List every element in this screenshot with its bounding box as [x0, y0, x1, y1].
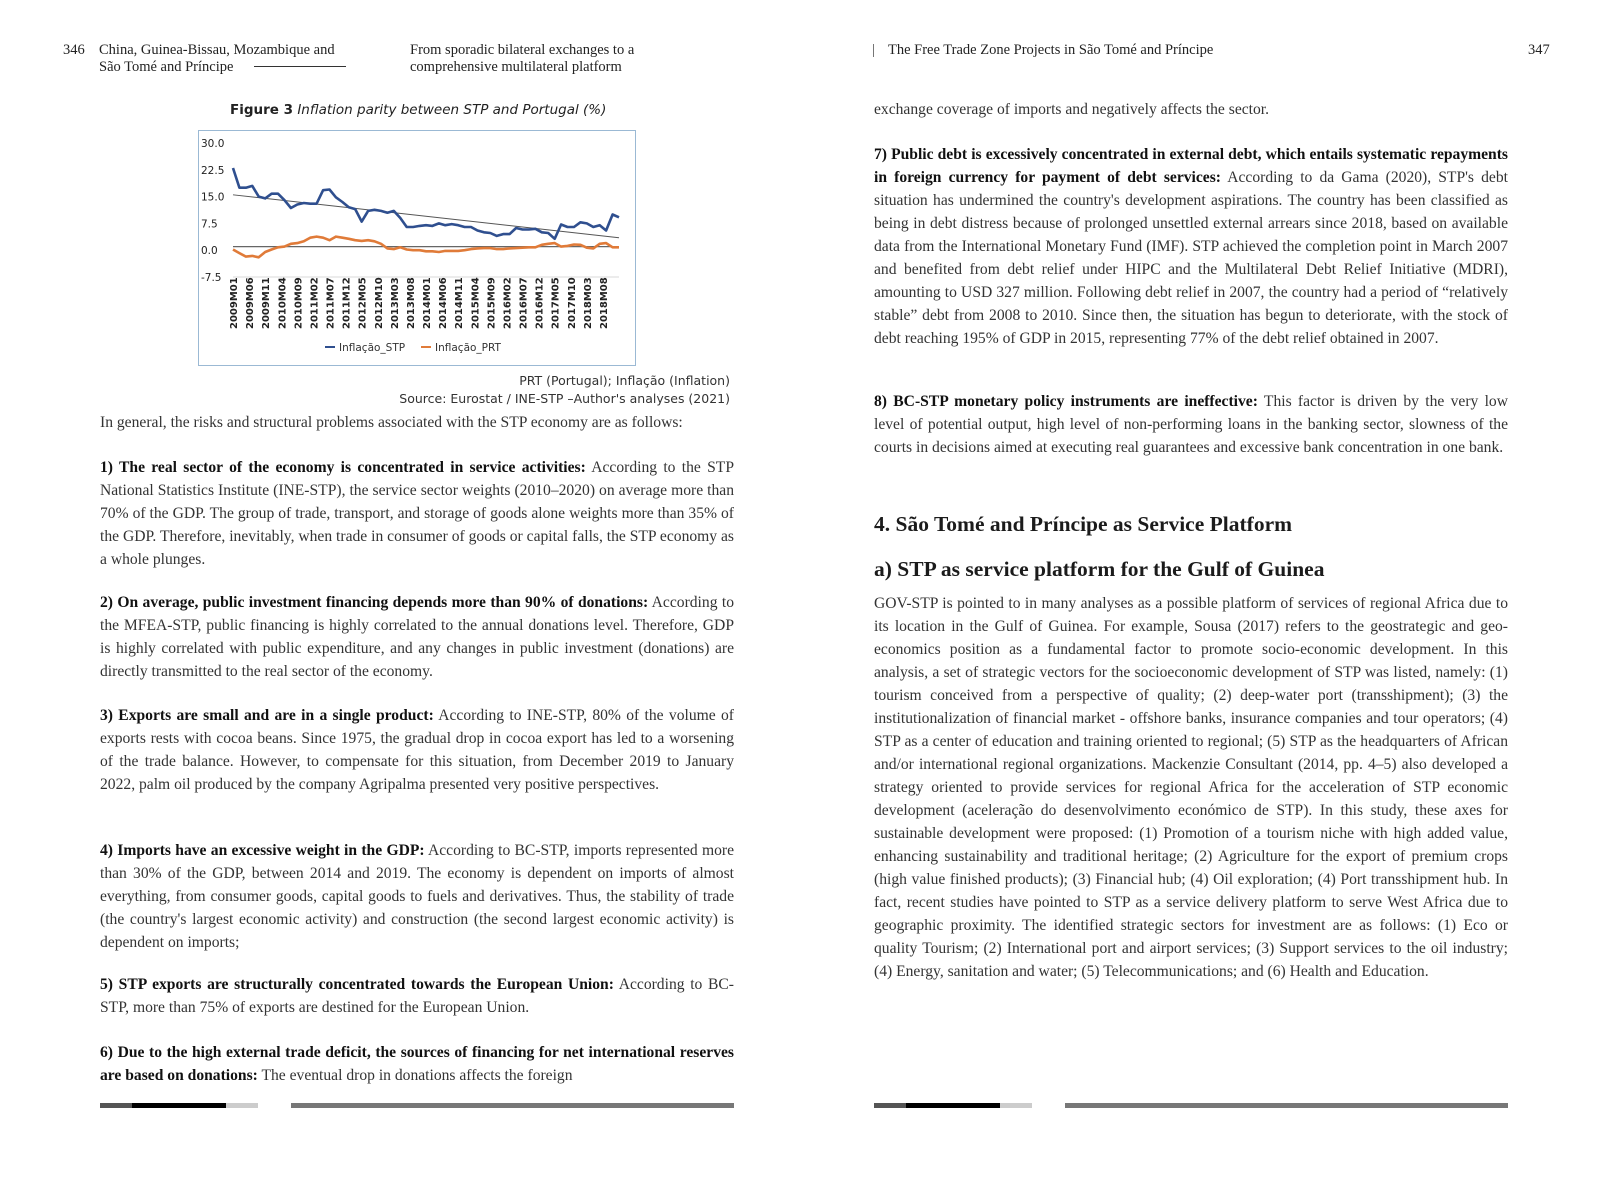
footer-bar-segment	[100, 1103, 132, 1108]
x-tick-label: 2014M11	[454, 277, 466, 329]
item-lead: 5) STP exports are structurally concentrated towards the European Union:	[100, 976, 614, 993]
y-tick-label: 15.0	[201, 191, 225, 204]
stp-trend-line	[233, 195, 619, 238]
y-tick-label: 7.5	[201, 218, 218, 231]
page-number-left: 346	[63, 42, 85, 58]
x-tick-label: 2013M08	[405, 277, 417, 329]
footer-bar-long	[1065, 1103, 1508, 1108]
intro-text: In general, the risks and structural problems associated with the STP economy are as follows:	[100, 414, 683, 431]
item-lead: 8) BC-STP monetary policy instruments are ineffective:	[874, 393, 1258, 410]
x-tick-label: 2011M12	[341, 277, 353, 329]
chart-svg	[199, 131, 635, 365]
y-tick-label: 22.5	[201, 164, 225, 177]
x-tick-label: 2010M09	[293, 277, 305, 329]
item-2	[100, 591, 734, 683]
x-tick-label: 2018M08	[598, 277, 610, 329]
body-text: GOV-STP is pointed to in many analyses as a possible platform of services of regional Africa due to its location in the Gulf of Guinea. For example, Sousa (2017) refers to the geostrategic and geo-economics position as a fundamental factor to promote socio-economic development. In this analysis, a set of strategic vectors for the socioeconomic development of STP was listed, namely: (1) tourism conceived from a perspective of quality; (2) deep-water port (transshipment); (3) the institutionalization of financial market - offshore banks, insurance companies and tour operators; (4) STP as a center of education and training oriented to regional; (5) STP as the headquarters of African and/or international regional organizations. Mackenzie Consultant (2014, pp. 4–5) also developed a strategy oriented to provide services for regional Africa for the acceleration of STP economic development (aceleração do desenvolvimento económico de STP). In this study, these axes for sustainable development were proposed: (1) Promotion of a tourism niche with high added value, enhancing sustainability and traditional heritage; (2) Agriculture for the export of premium crops (high value finished products); (3) Financial hub; (4) Oil exploration; (4) Port transshipment hub. In fact, recent studies have pointed to STP as a service delivery platform to serve West Africa due to geographic proximity. The identified strategic sectors for investment are as follows: (1) Eco or quality Tourism; (2) International port and airport services; (3) Support services to the oil industry; (4) Energy, sanitation and water; (5) Telecommunications; and (6) Health and Education.	[874, 595, 1508, 980]
running-title-left: China, Guinea-Bissau, Mozambique and São Tomé and Príncipe	[99, 42, 335, 75]
item-lead: 2) On average, public investment financing depends more than 90% of donations:	[100, 594, 649, 611]
footer-bar-long	[291, 1103, 734, 1108]
item-text: According to da Gama (2020), STP's debt situation has undermined the country's development aspirations. The country has been classified as being in debt distress because of prolonged unsettled external arrears since 2018, based on available data from the International Monetary Fund (IMF). STP achieved the completion point in March 2007 and benefited from debt relief under HIPC and the Multilateral Debt Relief Initiative (MDRI), amounting to USD 327 million. Following debt relief in 2007, the country had a period of “relatively stable” debt from 2008 to 2010. Since then, the situation has begun to deteriorate, with the stock of debt reaching 195% of GDP in 2015, representing 77% of the debt relief obtained in 2007.	[874, 169, 1508, 347]
running-head-divider: |	[872, 42, 875, 58]
x-tick-label: 2009M01	[229, 277, 240, 329]
x-tick-label: 2015M09	[486, 277, 498, 329]
item-3	[100, 704, 734, 796]
footer-bar-segment	[226, 1103, 258, 1108]
footer-bar-segment	[1000, 1103, 1032, 1108]
series-line-stp	[233, 168, 619, 239]
item-1	[100, 456, 734, 571]
x-tick-label: 2010M04	[277, 277, 289, 329]
item-6	[100, 1041, 734, 1087]
item-lead: 4) Imports have an excessive weight in the GDP:	[100, 842, 425, 859]
item-text: According to BC-STP, more than 75% of exports are destined for the European Union.	[100, 976, 734, 1016]
item-text: The eventual drop in donations affects the foreign	[257, 1067, 573, 1084]
running-title-right: The Free Trade Zone Projects in São Tomé and Príncipe	[888, 42, 1214, 58]
x-tick-label: 2018M03	[582, 277, 594, 329]
running-head-rule	[254, 66, 346, 67]
footer-bar-segment	[906, 1103, 1000, 1108]
x-tick-label: 2014M06	[438, 277, 450, 329]
figure-caption: Inflation parity between STP and Portugal (%)	[297, 102, 607, 118]
x-tick-label: 2016M12	[534, 277, 546, 329]
left-page	[0, 0, 790, 1200]
item-text: According to the STP National Statistics Institute (INE-STP), the service sector weights (2010–2020) on average more than 70% of the GDP. The group of trade, transport, and storage of goods alone weights more than 35% of the GDP. Therefore, inevitably, when trade in consumer of goods or capital falls, the STP economy as a whole plunges.	[100, 459, 734, 568]
section-heading: 4. São Tomé and Príncipe as Service Platform	[874, 512, 1293, 536]
item-8	[874, 390, 1508, 459]
intro-paragraph	[100, 411, 734, 434]
item-text: This factor is driven by the very low level of potential output, high level of non-performing loans in the banking sector, slowness of the courts in decisions aimed at executing real guarantees and excessive bank concentration in one bank.	[874, 393, 1508, 456]
x-tick-label: 2011M02	[309, 277, 321, 329]
y-tick-label: -7.5	[201, 272, 222, 284]
item-4	[100, 839, 734, 954]
continuation-text: exchange coverage of imports and negatively affects the sector.	[874, 101, 1270, 118]
x-tick-label: 2015M04	[470, 277, 482, 329]
item-text: According to BC-STP, imports represented more than 30% of the GDP, between 2014 and 2019. The economy is dependent on imports of almost everything, from consumer goods, capital goods to fuels and derivatives. Thus, the stability of trade (the country's largest economic activity) and construction (the second largest economic activity) is dependent on imports;	[100, 842, 735, 951]
item-lead: 1) The real sector of the economy is concentrated in service activities:	[100, 459, 586, 476]
footer-bar-segment	[874, 1103, 906, 1108]
y-tick-label: 30.0	[201, 138, 225, 150]
x-tick-label: 2012M05	[357, 277, 369, 329]
page-number-right: 347	[1528, 42, 1550, 58]
y-tick-label: 0.0	[201, 245, 218, 258]
x-tick-label: 2013M03	[389, 277, 401, 329]
item-text: According to INE-STP, 80% of the volume of exports rests with cocoa beans. Since 1975, the gradual drop in cocoa export has led to a worsening of the trade balance. However, to compensate for this situation, from December 2019 to January 2022, palm oil produced by the company Agripalma presented very positive perspectives.	[100, 707, 734, 793]
item-lead: 6) Due to the high external trade deficit, the sources of financing for net international reserves are based on donations:	[100, 1044, 734, 1084]
figure-note: PRT (Portugal); Inflação (Inflation)	[519, 373, 730, 388]
subsection-heading: a) STP as service platform for the Gulf of Guinea	[874, 557, 1325, 581]
x-tick-label: 2012M10	[373, 277, 385, 329]
item-lead: 3) Exports are small and are in a single product:	[100, 707, 434, 724]
continuation-paragraph	[874, 98, 1508, 121]
inflation-chart	[198, 130, 636, 366]
legend-label-prt: Inflação_PRT	[435, 342, 501, 354]
x-tick-label: 2016M02	[502, 277, 514, 329]
footer-bar-segment	[132, 1103, 226, 1108]
item-lead: 7) Public debt is excessively concentrated in external debt, which entails systematic repayments in foreign currency for payment of debt services:	[874, 146, 1508, 186]
x-tick-label: 2014M01	[422, 277, 433, 329]
x-tick-label: 2017M05	[550, 277, 562, 329]
item-7	[874, 143, 1508, 350]
x-tick-label: 2016M07	[518, 277, 530, 329]
item-text: According to the MFEA-STP, public financing is highly correlated to the annual donations level. Therefore, GDP is highly correlated with public expenditure, and any changes in public investment (donations) are directly transmitted to the real sector of the economy.	[100, 594, 734, 680]
figure-title	[230, 102, 606, 118]
figure-label: Figure 3	[230, 102, 294, 118]
running-subtitle-left: From sporadic bilateral exchanges to a comprehensive multilateral platform	[410, 42, 635, 75]
x-tick-label: 2017M10	[566, 277, 578, 329]
x-tick-label: 2009M11	[261, 277, 273, 329]
body-paragraph	[874, 592, 1508, 983]
figure-source: Source: Eurostat / INE-STP –Author's analyses (2021)	[399, 391, 730, 406]
x-tick-label: 2009M06	[245, 277, 257, 329]
item-5	[100, 973, 734, 1019]
x-tick-label: 2011M07	[325, 277, 337, 329]
legend-label-stp: Inflação_STP	[339, 342, 406, 354]
